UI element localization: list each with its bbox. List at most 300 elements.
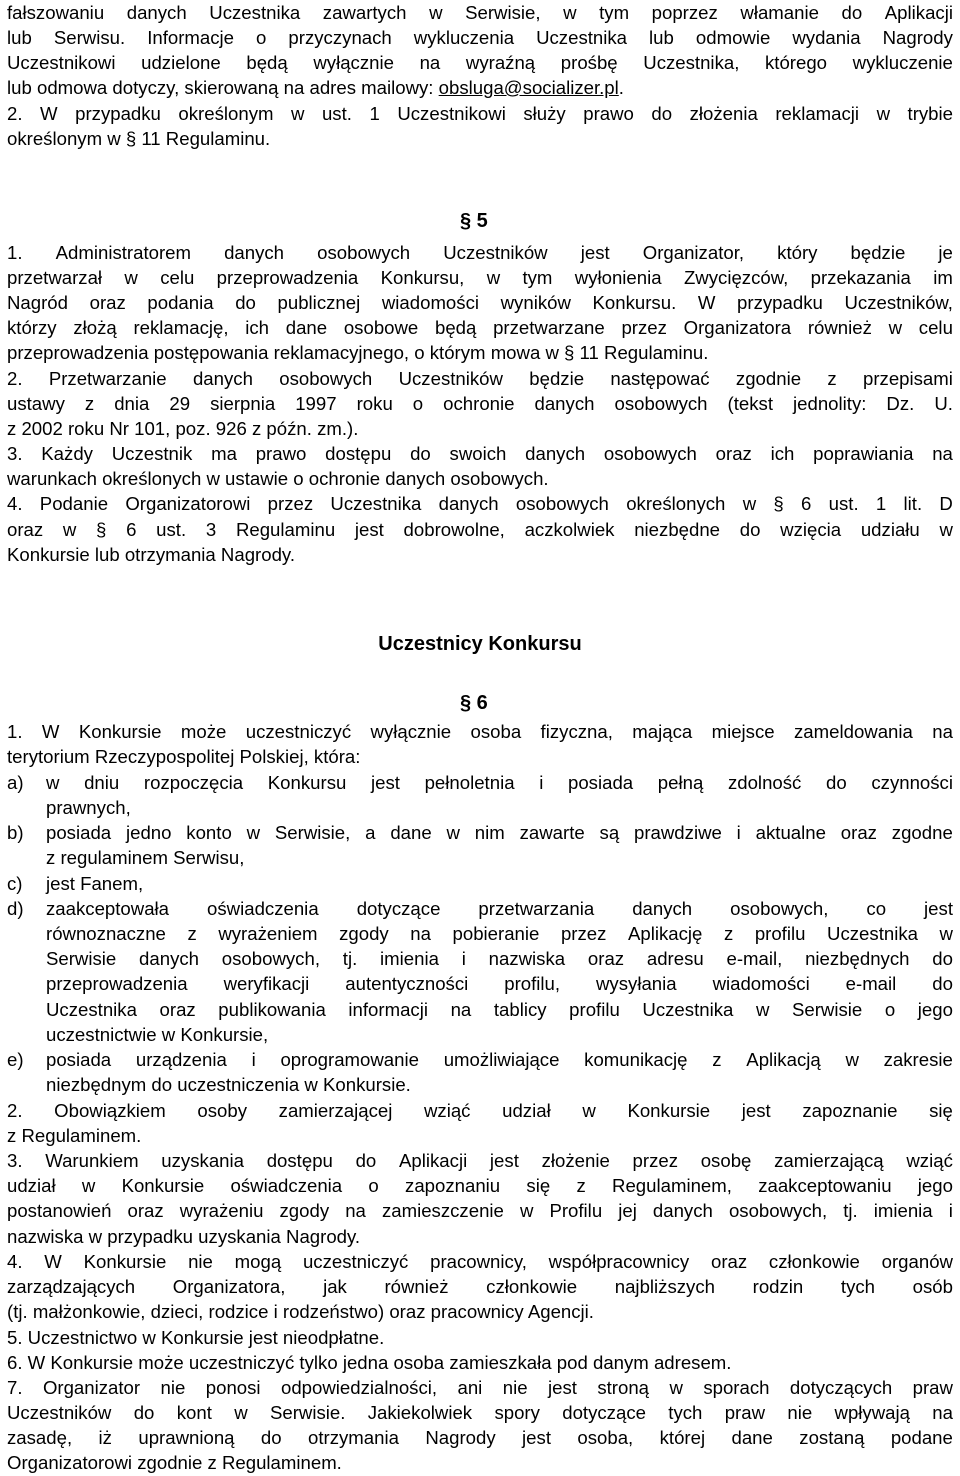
word: przypadku — [737, 292, 823, 313]
text-line — [7, 1249, 953, 1274]
word: również — [807, 317, 872, 338]
text-line — [7, 441, 953, 466]
word: określonych — [626, 493, 726, 514]
word: wpływają — [834, 1402, 910, 1423]
word: o — [412, 393, 424, 414]
word: wyłącznie — [370, 721, 452, 742]
word: Konkursie — [627, 1100, 711, 1121]
word: informacji — [348, 999, 428, 1020]
word: jego — [917, 999, 953, 1020]
text-line — [46, 1047, 953, 1072]
word: następować — [610, 368, 710, 389]
word: osoba — [470, 721, 522, 742]
text-line: 5. Uczestnictwo w Konkursie jest nieodpłatne. — [7, 1327, 385, 1348]
word: będzie — [529, 368, 585, 389]
word: zameldowania — [794, 721, 913, 742]
word: Uczestników — [7, 1402, 112, 1423]
word: osobowych — [614, 393, 708, 414]
word: będą — [435, 317, 477, 338]
word: co — [866, 898, 887, 919]
word: prawdziwe — [634, 822, 722, 843]
list-label: e) — [7, 1049, 24, 1070]
list-label: a) — [7, 772, 24, 793]
word: o — [884, 999, 896, 1020]
word: lub — [7, 27, 32, 48]
word: w — [582, 1100, 596, 1121]
word: przypadku — [75, 103, 161, 124]
text-line — [7, 1274, 953, 1299]
word: uczestniczyć — [245, 721, 352, 742]
word: osobowe — [343, 317, 419, 338]
word: udziału — [860, 519, 920, 540]
word: ust. — [828, 493, 859, 514]
word: danych — [438, 493, 499, 514]
word: Konkursu, — [380, 267, 465, 288]
text-line — [7, 75, 953, 100]
word: wydania — [792, 27, 861, 48]
word: z — [187, 923, 197, 944]
word: Warunkiem — [45, 1150, 139, 1171]
word: zgodne — [891, 822, 953, 843]
word: Aplikacji — [884, 2, 953, 23]
word: jego — [917, 1175, 953, 1196]
word: dotyczących — [789, 1377, 893, 1398]
text-fragment: lub odmowa dotyczy, skierowaną na adres mailowy: — [7, 77, 439, 98]
word: Podanie — [39, 493, 109, 514]
word: trybie — [907, 103, 953, 124]
word: Nagrody — [882, 27, 953, 48]
word: o — [256, 27, 267, 48]
word: Serwisie — [46, 948, 117, 969]
word: podania — [147, 292, 214, 313]
word: poprzez — [651, 2, 718, 23]
word: Uczestnikowi — [397, 103, 506, 124]
word: lub — [649, 27, 674, 48]
word: osobowych — [317, 242, 411, 263]
text-line: nazwiska w przypadku uzyskania Nagrody. — [7, 1226, 361, 1247]
word: w — [429, 2, 443, 23]
word: dnia — [114, 393, 150, 414]
text-line: (tj. małżonkowie, dzieci, rodzice i rodzeństwo) oraz pracownicy Agencji. — [7, 1301, 594, 1322]
word: odpowiedzialności, — [280, 1377, 438, 1398]
word: czynności — [871, 772, 953, 793]
word: Uczestnika, — [643, 52, 740, 73]
word: przeprowadzenia — [46, 973, 188, 994]
word: do — [739, 519, 761, 540]
word: jest — [924, 898, 953, 919]
word: przez — [632, 1150, 678, 1171]
word: aczkolwiek — [524, 519, 615, 540]
word: na — [410, 923, 431, 944]
word: Serwisu. — [53, 27, 126, 48]
word: tych — [668, 1402, 703, 1423]
word: dostępu — [325, 443, 392, 464]
word: Konkursu — [267, 772, 347, 793]
word: w — [46, 772, 60, 793]
word: w — [519, 1200, 534, 1221]
word: do — [235, 292, 256, 313]
word: zostaną — [799, 1427, 865, 1448]
section-heading: § 6 — [460, 692, 488, 714]
word: do — [932, 973, 953, 994]
word: zgodnie — [735, 368, 802, 389]
word: wzięcia — [780, 519, 842, 540]
word: danych — [534, 393, 595, 414]
word: w — [845, 1049, 859, 1070]
word: Uczestnika — [209, 2, 301, 23]
word: przez — [560, 923, 607, 944]
word: otrzymania — [308, 1427, 399, 1448]
word: Organizator — [42, 1377, 141, 1398]
word: złożą — [73, 317, 117, 338]
word: członkowie — [486, 1276, 578, 1297]
word: Uczestnikowi — [7, 52, 116, 73]
word: prawo — [583, 103, 634, 124]
word: jest — [547, 1377, 577, 1398]
word: aktualne — [755, 822, 826, 843]
word: się — [526, 1175, 551, 1196]
word: Obowiązkiem — [54, 1100, 166, 1121]
word: oraz — [840, 822, 877, 843]
word: reklamacji — [775, 103, 860, 124]
word: najbliższych — [614, 1276, 715, 1297]
word: 2. — [7, 1100, 23, 1121]
word: w — [291, 103, 305, 124]
word: przepisami — [862, 368, 953, 389]
text-line: warunkach określonych w ustawie o ochronie danych osobowych. — [7, 468, 549, 489]
word: przetwarzane — [493, 317, 605, 338]
word: ich — [245, 317, 270, 338]
word: Informacje — [147, 27, 235, 48]
word: nim — [474, 822, 505, 843]
word: poprawiania — [813, 443, 914, 464]
text-line — [7, 719, 953, 744]
word: jej — [618, 1200, 637, 1221]
word: przetwarzał — [7, 267, 103, 288]
word: danych — [126, 2, 187, 23]
word: zamierzającej — [278, 1100, 393, 1121]
word: złożenia — [689, 103, 758, 124]
word: reklamację, — [133, 317, 229, 338]
word: Serwisie, — [465, 2, 541, 23]
word: Profilu — [549, 1200, 603, 1221]
word: danych — [525, 443, 586, 464]
word: W — [697, 292, 716, 313]
word: Konkursie — [83, 1251, 167, 1272]
word: na — [345, 1200, 366, 1221]
word: osobowych — [603, 443, 697, 464]
word: Uczestników — [398, 368, 503, 389]
word: sporach — [703, 1377, 770, 1398]
word: na — [419, 52, 441, 73]
word: zdolność — [727, 772, 802, 793]
section-heading: § 5 — [460, 210, 488, 232]
word: Uczestnika — [330, 493, 422, 514]
word: w — [563, 2, 577, 23]
word: Serwisie, — [274, 822, 351, 843]
word: Uczestnik — [111, 443, 193, 464]
word: ma — [211, 443, 237, 464]
word: oraz — [89, 292, 126, 313]
word: je — [938, 242, 953, 263]
text-line — [7, 1173, 953, 1198]
word: z — [723, 923, 734, 944]
email-link[interactable]: obsluga@socializer.pl — [438, 77, 619, 98]
word: wyrażeniem — [218, 923, 318, 944]
word: udział — [502, 1100, 551, 1121]
word: wyrażeniu — [179, 1200, 264, 1221]
word: dotyczące — [562, 1402, 646, 1423]
word: komunikację — [584, 1049, 688, 1070]
word: przyczynach — [288, 27, 392, 48]
text-line — [7, 101, 953, 126]
word: profilu — [754, 923, 806, 944]
word: pełnoletnia — [424, 772, 515, 793]
word: wziąć — [423, 1100, 471, 1121]
word: rodzin — [752, 1276, 804, 1297]
word: włamanie — [740, 2, 819, 23]
word: zaakceptowaniu — [758, 1175, 892, 1196]
word: 4. — [7, 493, 23, 514]
word: stroną — [597, 1377, 650, 1398]
text-line: z Regulaminem. — [7, 1125, 142, 1146]
word: z — [84, 393, 95, 414]
word: w — [742, 493, 757, 514]
word: 1997 — [295, 393, 337, 414]
word: zarządzających — [7, 1276, 136, 1297]
word: umożliwiające — [443, 1049, 560, 1070]
word: wiadomości — [381, 292, 479, 313]
word: e-mail — [845, 973, 897, 994]
word: Konkursie — [78, 721, 162, 742]
word: zapoznaniu — [405, 1175, 501, 1196]
word: Uczestnika — [642, 999, 734, 1020]
word: i — [736, 822, 741, 843]
word: w — [888, 317, 903, 338]
word: Serwisie — [791, 999, 863, 1020]
word: (tekst — [727, 393, 773, 414]
word: mająca — [632, 721, 693, 742]
word: i — [539, 772, 544, 793]
text-line — [7, 25, 953, 50]
word: do — [410, 443, 431, 464]
text-line: uczestnictwie w Konkursie, — [46, 1024, 269, 1045]
word: 3. — [7, 443, 23, 464]
word: w — [669, 1377, 683, 1398]
word: odmowie — [695, 27, 771, 48]
text-fragment: . — [618, 77, 624, 98]
word: Organizator, — [642, 242, 745, 263]
text-line — [7, 391, 953, 416]
word: profilu, — [504, 973, 561, 994]
chapter-title: Uczestnicy Konkursu — [378, 633, 582, 655]
word: zasadę, — [7, 1427, 73, 1448]
word: dostępu — [266, 1150, 333, 1171]
word: do — [260, 1427, 282, 1448]
word: zamieszczenie — [381, 1200, 504, 1221]
word: oraz — [127, 1200, 164, 1221]
word: do — [826, 772, 847, 793]
word: praw — [912, 1377, 953, 1398]
word: jak — [323, 1276, 347, 1297]
word: spory — [494, 1402, 540, 1423]
word: Każdy — [41, 443, 93, 464]
text-line: Konkursie lub otrzymania Nagrody. — [7, 544, 295, 565]
word: będzie — [850, 242, 906, 263]
word: zgody — [279, 1200, 330, 1221]
word: również — [384, 1276, 449, 1297]
word: jest — [371, 772, 400, 793]
word: w — [246, 822, 261, 843]
word: ochronie — [443, 393, 515, 414]
word: zamierzającą — [774, 1150, 884, 1171]
word: do — [133, 1402, 155, 1423]
word: nazwiska — [488, 948, 566, 969]
word: udział — [7, 1175, 56, 1196]
word: oraz — [710, 1251, 748, 1272]
list-label: c) — [7, 873, 23, 894]
word: nie — [160, 1377, 186, 1398]
text-line — [7, 315, 953, 340]
word: osób — [912, 1276, 953, 1297]
text-line — [7, 1198, 953, 1223]
word: nie — [787, 1402, 813, 1423]
word: posiada — [46, 822, 112, 843]
word: osobowych, — [728, 1200, 828, 1221]
word: 7. — [7, 1377, 23, 1398]
word: jest — [580, 242, 610, 263]
word: na — [932, 1402, 953, 1423]
word: W — [41, 721, 60, 742]
word: iż — [98, 1427, 112, 1448]
word: Dz. — [886, 393, 915, 414]
word: z — [712, 1049, 722, 1070]
word: oraz — [159, 999, 196, 1020]
word: ust. — [321, 103, 352, 124]
word: jest — [354, 519, 384, 540]
word: U. — [934, 393, 953, 414]
word: zaakceptowała — [46, 898, 170, 919]
word: danych — [224, 242, 285, 263]
word: są — [599, 822, 620, 843]
word: a — [365, 822, 376, 843]
word: na — [932, 721, 953, 742]
word: osoby — [197, 1100, 248, 1121]
word: kont — [176, 1402, 212, 1423]
word: rozpoczęcia — [143, 772, 244, 793]
text-line — [7, 0, 953, 25]
word: wykluczenie — [852, 52, 953, 73]
word: posiada — [568, 772, 634, 793]
word: uzyskania — [161, 1150, 244, 1171]
word: jest — [522, 1427, 551, 1448]
word: danych — [139, 948, 200, 969]
word: adresu — [646, 948, 704, 969]
word: i — [251, 1049, 256, 1070]
word: zakresie — [883, 1049, 953, 1070]
word: którzy — [7, 317, 57, 338]
word: fałszowaniu — [7, 2, 105, 23]
text-line — [7, 517, 953, 542]
word: W — [40, 103, 58, 124]
word: wyraźną — [465, 52, 536, 73]
word: przez — [621, 317, 667, 338]
word: w — [124, 267, 138, 288]
word: w — [446, 822, 460, 843]
word: jednolity: — [793, 393, 867, 414]
word: Uczestnika — [536, 27, 628, 48]
word: przez — [267, 493, 314, 514]
word: imienia — [380, 948, 439, 969]
text-line: określonym w § 11 Regulaminu. — [7, 128, 271, 149]
word: pełną — [657, 772, 704, 793]
word: w — [939, 923, 953, 944]
text-line — [46, 921, 953, 946]
word: profilu — [569, 999, 620, 1020]
word: dane — [285, 317, 328, 338]
word: wyników — [500, 292, 571, 313]
word: Uczestników, — [844, 292, 953, 313]
word: posiada — [46, 1049, 112, 1070]
list-label: d) — [7, 898, 24, 919]
word: do — [651, 103, 673, 124]
word: i — [948, 1200, 953, 1221]
word: na — [932, 443, 953, 464]
word: osobę — [700, 1150, 752, 1171]
word: postanowień — [7, 1200, 112, 1221]
word: celu — [918, 317, 953, 338]
word: osobowych — [279, 368, 373, 389]
word: praw — [724, 1402, 766, 1423]
word: Nagród — [7, 292, 68, 313]
word: niezbędne — [634, 519, 721, 540]
word: niezbędnych — [805, 948, 910, 969]
word: 2. — [7, 368, 23, 389]
word: ponosi — [205, 1377, 261, 1398]
text-line: jest Fanem, — [46, 873, 144, 894]
word: nie — [502, 1377, 528, 1398]
word: celu — [160, 267, 195, 288]
word: jest — [741, 1100, 771, 1121]
word: 1. — [7, 721, 23, 742]
word: tym — [522, 267, 553, 288]
word: Uczestników — [443, 242, 548, 263]
word: 1. — [7, 242, 23, 263]
word: wykluczenia — [413, 27, 515, 48]
word: Regulaminu — [235, 519, 336, 540]
word: Administratorem — [55, 242, 191, 263]
word: 1 — [875, 493, 887, 514]
word: podane — [890, 1427, 953, 1448]
word: o — [368, 1175, 379, 1196]
word: uprawnioną — [138, 1427, 235, 1448]
word: jest — [489, 1150, 519, 1171]
word: 6 — [126, 519, 137, 540]
word: wyłącznie — [313, 52, 394, 73]
text-line — [7, 1425, 953, 1450]
word: z — [576, 1175, 586, 1196]
word: zgody — [339, 923, 389, 944]
word: tablicy — [493, 999, 547, 1020]
text-line — [7, 290, 953, 315]
word: Organizatora — [683, 317, 792, 338]
word: nie — [188, 1251, 213, 1272]
word: dobrowolne, — [403, 519, 505, 540]
text-line: przeprowadzenia postępowania reklamacyjnego, o którym mowa w § 11 Regulaminu. — [7, 342, 709, 363]
word: Organizatorowi — [125, 493, 251, 514]
word: prawo — [255, 443, 307, 464]
word: miejsce — [711, 721, 775, 742]
